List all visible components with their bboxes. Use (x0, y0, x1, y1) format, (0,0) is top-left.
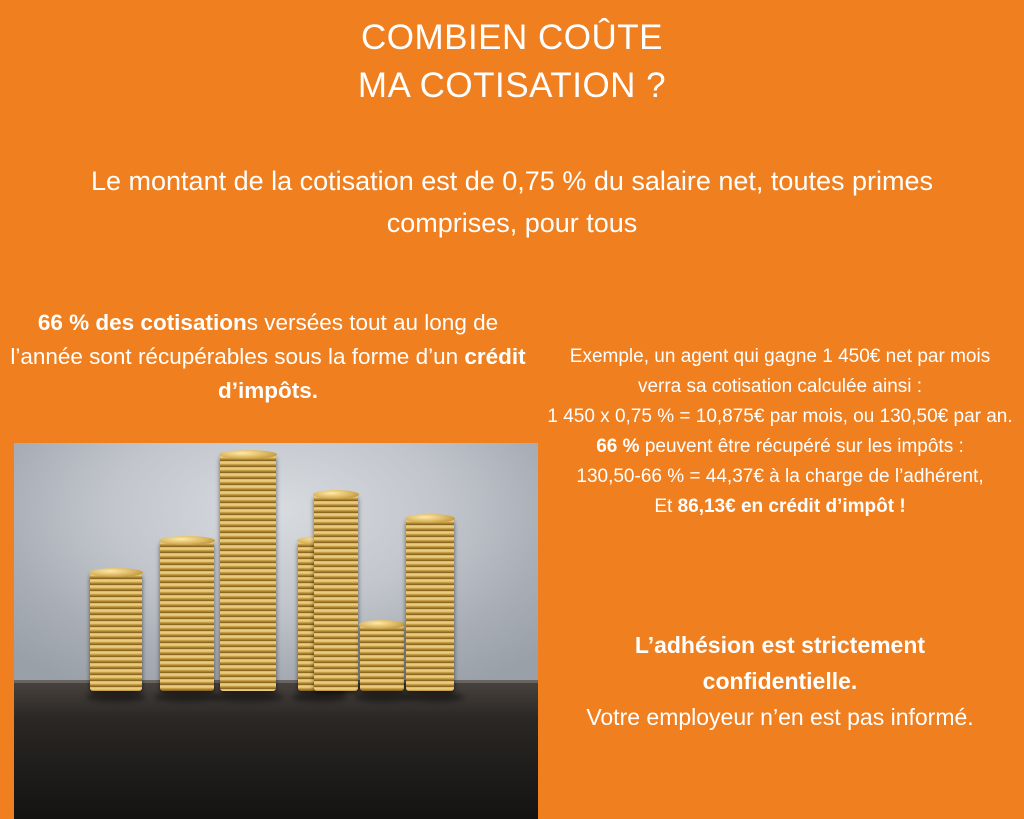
example-line-4-rest: peuvent être récupéré sur les impôts : (639, 436, 964, 457)
example-line-2: verra sa cotisation calculée ainsi : (637, 376, 923, 397)
coin-stack (90, 573, 142, 691)
tax-credit-middle: s versées tout au long de l’année sont récupérables sous la forme d’un (10, 310, 499, 369)
tax-credit-bold-tail: crédit d’impôts. (218, 344, 526, 403)
intro-paragraph: Le montant de la cotisation est de 0,75 % du salaire net, toutes primes comprises, pour tous (91, 166, 933, 238)
example-line-1: Exemple, un agent qui gagne 1 450€ net par mois (569, 346, 991, 367)
example-calculation (545, 342, 1015, 522)
confidentiality-statement (540, 627, 1020, 735)
tax-credit-paragraph (8, 306, 528, 408)
confidential-line-1: L’adhésion est strictement (634, 632, 926, 658)
title-line-1: COMBIEN COÛTE (360, 18, 664, 57)
photo-table-surface (14, 680, 538, 819)
example-line-4 (545, 432, 1015, 462)
example-line-4-bold: 66 % (596, 436, 640, 457)
tax-credit-bold-lead: 66 % des cotisation (37, 310, 247, 335)
coin-stack (360, 625, 404, 691)
example-line-3: 1 450 x 0,75 % = 10,875€ par mois, ou 130,50€ par an. (547, 406, 1013, 427)
coin-stack (220, 455, 276, 691)
coins-stacks-photo (14, 443, 538, 819)
coin-stack (314, 495, 358, 691)
confidential-line-2: confidentielle. (702, 668, 858, 694)
example-line-6-bold: 86,13€ en crédit d’impôt ! (677, 496, 906, 517)
example-line-6 (545, 492, 1015, 522)
page-title (0, 14, 1024, 110)
coin-stack (406, 519, 454, 691)
coin-stack (160, 541, 214, 691)
title-line-2: MA COTISATION ? (357, 66, 667, 105)
example-line-5: 130,50-66 % = 44,37€ à la charge de l’adhérent, (576, 466, 984, 487)
example-line-6-prefix: Et (654, 496, 678, 517)
confidential-line-3: Votre employeur n’en est pas informé. (586, 704, 974, 730)
